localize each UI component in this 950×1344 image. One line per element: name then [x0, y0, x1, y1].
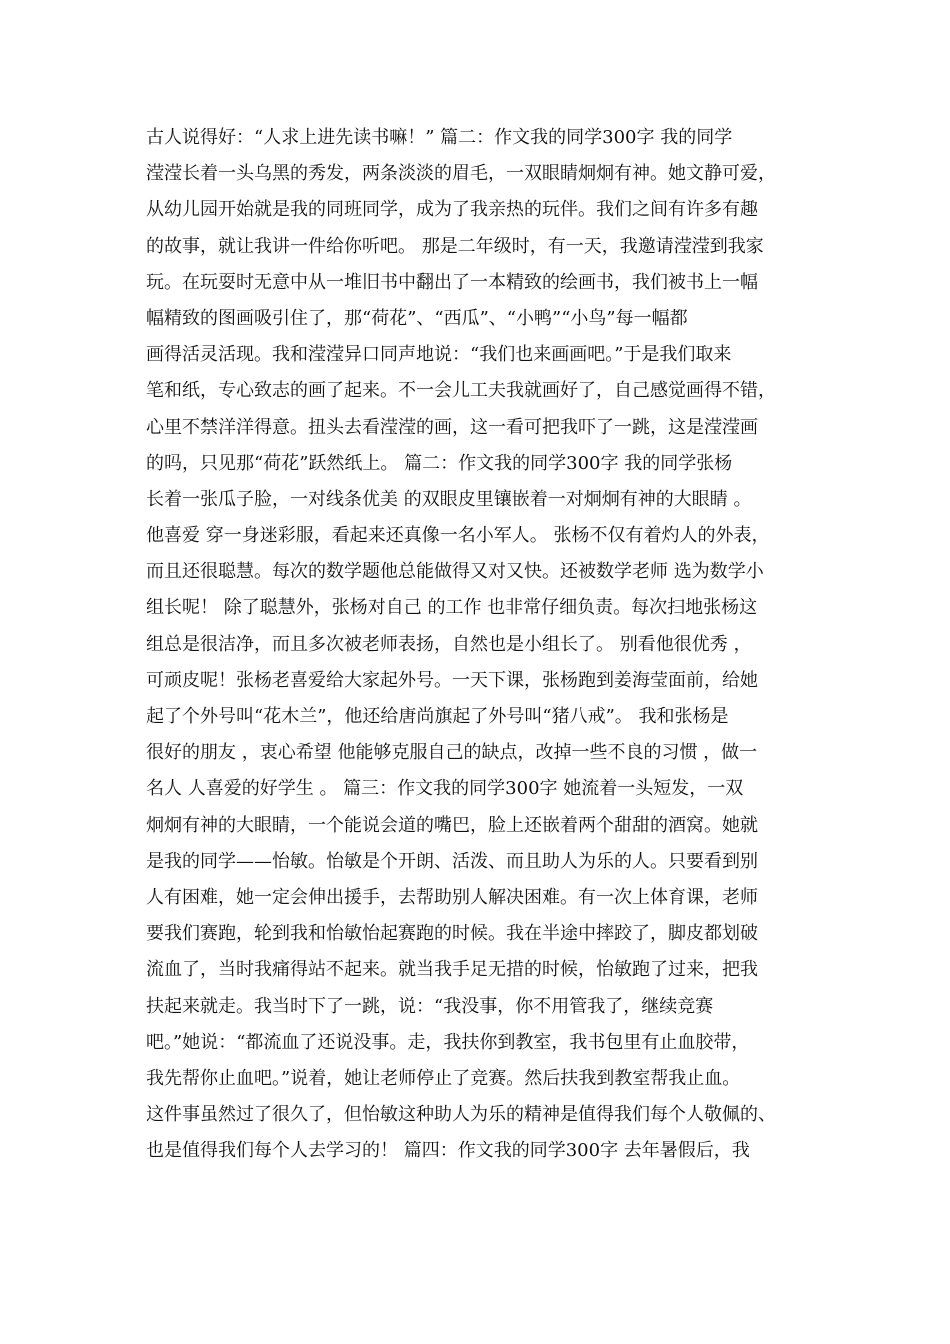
- text-line: 流血了，当时我痛得站不起来。就当我手足无措的时候，怡敏跑了过来，把我: [146, 959, 758, 981]
- text-line: 这件事虽然过了很久了，但怡敏这种助人为乐的精神是值得我们每个人敬佩的、: [146, 1104, 776, 1126]
- text-line: 组长呢！ 除了聪慧外，张杨对自己 的工作 也非常仔细负责。每次扫地张杨这: [146, 597, 758, 619]
- text-line: 从幼儿园开始就是我的同班同学，成为了我亲热的玩伴。我们之间有许多有趣: [146, 199, 758, 221]
- text-line: 组总是很洁净，而且多次被老师表扬，自然也是小组长了。 别看他很优秀 ，: [146, 633, 752, 655]
- text-line: 笔和纸，专心致志的画了起来。不一会儿工夫我就画好了，自己感觉画得不错，: [146, 380, 776, 402]
- text-line: 长着一张瓜子脸，一对线条优美 的双眼皮里镶嵌着一对炯炯有神的大眼睛 。: [146, 488, 752, 510]
- text-line: 很好的朋友 ，衷心希望 他能够克服自己的缺点，改掉一些不良的习惯 ，做一: [146, 742, 758, 764]
- text-line: 心里不禁洋洋得意。扭头去看滢滢的画，这一看可把我吓了一跳，这是滢滢画: [146, 416, 758, 438]
- text-line: 是我的同学——怡敏。怡敏是个开朗、活泼、而且助人为乐的人。只要看到别: [146, 850, 758, 872]
- text-line: 玩。在玩耍时无意中从一堆旧书中翻出了一本精致的绘画书，我们被书上一幅: [146, 271, 758, 293]
- text-line: 滢滢长着一头乌黑的秀发，两条淡淡的眉毛，一双眼睛炯炯有神。她文静可爱，: [146, 163, 776, 185]
- text-line: 幅精致的图画吸引住了，那“荷花”、“西瓜”、“小鸭”“小鸟”每一幅都: [146, 307, 688, 329]
- text-line: 炯炯有神的大眼睛，一个能说会道的嘴巴，脸上还嵌着两个甜甜的酒窝。她就: [146, 814, 758, 836]
- text-line: 人有困难，她一定会伸出援手，去帮助别人解决困难。有一次上体育课，老师: [146, 886, 758, 908]
- text-line: 画得活灵活现。我和滢滢异口同声地说：“我们也来画画吧。”于是我们取来: [146, 344, 732, 366]
- text-line: 名人 人喜爱的好学生 。 篇三：作文我的同学300字 她流着一头短发，一双: [146, 778, 744, 800]
- text-line: 他喜爱 穿一身迷彩服，看起来还真像一名小军人。 张杨不仅有着灼人的外表，: [146, 525, 770, 547]
- text-line: 也是值得我们每个人去学习的！ 篇四：作文我的同学300字 去年暑假后，我: [146, 1140, 750, 1162]
- text-line: 我先帮你止血吧。”说着，她让老师停止了竞赛。然后扶我到教室帮我止血。: [146, 1067, 741, 1089]
- text-line: 而且还很聪慧。每次的数学题他总能做得又对又快。还被数学老师 选为数学小: [146, 561, 764, 583]
- text-line: 可顽皮呢！张杨老喜爱给大家起外号。一天下课，张杨跑到姜海莹面前，给她: [146, 669, 758, 691]
- text-line: 吧。”她说：“都流血了还说没事。走，我扶你到教室，我书包里有止血胶带，: [146, 1031, 750, 1053]
- text-line: 要我们赛跑，轮到我和怡敏怡起赛跑的时候。我在半途中摔跤了，脚皮都划破: [146, 923, 758, 945]
- text-line: 起了个外号叫“花木兰”，他还给唐尚旗起了外号叫“猪八戒”。 我和张杨是: [146, 706, 729, 727]
- text-line: 的故事，就让我讲一件给你听吧。 那是二年级时，有一天，我邀请滢滢到我家: [146, 235, 764, 257]
- text-line: 扶起来就走。我当时下了一跳，说：“我没事，你不用管我了，继续竞赛: [146, 995, 714, 1017]
- essay-body: [146, 120, 816, 1169]
- text-line: 的吗，只见那“荷花”跃然纸上。 篇二：作文我的同学300字 我的同学张杨: [146, 452, 733, 474]
- text-line: 古人说得好：“人求上进先读书嘛！” 篇二：作文我的同学300字 我的同学: [146, 127, 733, 148]
